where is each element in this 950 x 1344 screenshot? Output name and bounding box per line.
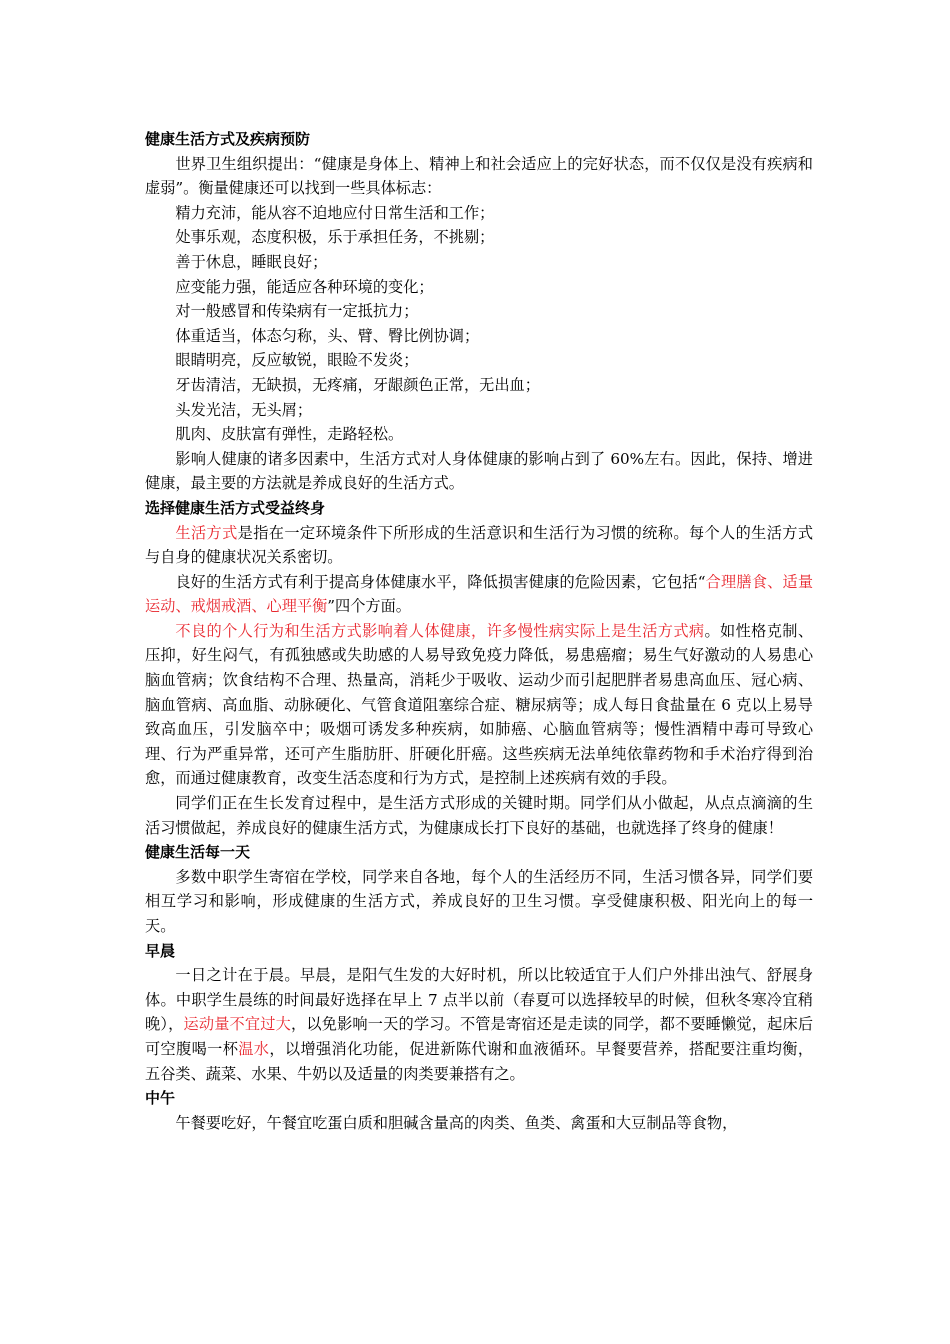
heading-every-day: 健康生活每一天 — [145, 843, 251, 862]
list-item: 善于休息，睡眠良好； — [175, 252, 328, 271]
paragraph-text: 一日之计在于晨。早晨，是阳气生发的大好时机，所以比较适宜于人们户外排出浊气、舒展身体。中职学生晨练的时间最好选择在早上 7 点半以前（春夏可以选择较早的时候，但秋冬寒冷宜稍晚）， — [145, 966, 813, 1034]
highlight-text: 合理膳食、适量运动、戒烟戒酒、心理平衡 — [145, 572, 814, 616]
heading-morning: 早晨 — [145, 941, 176, 960]
paragraph-text: ”四个方面。 — [327, 597, 411, 616]
health-signs-list — [145, 201, 813, 447]
list-item: 对一般感冒和传染病有一定抵抗力； — [175, 302, 419, 321]
highlight-text: 运动量不宜过大 — [183, 1015, 291, 1034]
daily-paragraph: 多数中职学生寄宿在学校，同学来自各地，每个人的生活经历不同，生活习惯各异，同学们要相互学习和影响，形成健康的生活方式，养成良好的卫生习惯。享受健康积极、阳光向上的每一天。 — [145, 867, 813, 935]
list-item: 体重适当，体态匀称，头、臂、臀比例协调； — [175, 326, 480, 345]
influence-paragraph: 影响人健康的诸多因素中，生活方式对人身体健康的影响占到了 60%左右。因此，保持、增进健康，最主要的方法就是养成良好的生活方式。 — [145, 449, 813, 493]
list-item: 应变能力强，能适应各种环境的变化； — [175, 277, 434, 296]
list-item: 精力充沛，能从容不迫地应付日常生活和工作； — [175, 203, 495, 222]
list-item: 牙齿清洁，无缺损，无疼痛，牙龈颜色正常，无出血； — [175, 375, 540, 394]
list-item: 头发光洁，无头屑； — [175, 400, 313, 419]
list-item: 肌肉、皮肤富有弹性，走路轻松。 — [175, 425, 404, 444]
heading-choose-lifestyle: 选择健康生活方式受益终身 — [145, 498, 326, 517]
definition-paragraph — [145, 521, 813, 570]
list-item: 处事乐观，态度积极，乐于承担任务，不挑剔； — [175, 228, 495, 247]
students-paragraph: 同学们正在生长发育过程中，是生活方式形成的关键时期。同学们从小做起，从点点滴滴的生活习惯做起，养成良好的健康生活方式，为健康成长打下良好的基础，也就选择了终身的健康！ — [145, 794, 813, 837]
morning-paragraph — [145, 963, 813, 1086]
paragraph-text: ，以增强消化功能，促进新陈代谢和血液循环。早餐要营养，搭配要注重均衡，五谷类、蔬菜、水果、牛奶以及适量的肉类要兼搭有之。 — [145, 1039, 814, 1083]
good-lifestyle-paragraph — [145, 570, 813, 619]
list-item: 眼睛明亮，反应敏锐，眼睑不发炎； — [175, 351, 419, 370]
highlight-text: 不良的个人行为和生活方式影响着人体健康，许多慢性病实际上是生活方式病 — [175, 621, 705, 640]
bad-lifestyle-paragraph — [145, 619, 813, 791]
paragraph-text: 是指在一定环境条件下所形成的生活意识和生活行为习惯的统称。每个人的生活方式与自身的健康状况关系密切。 — [145, 523, 814, 567]
document-page — [145, 127, 813, 1135]
paragraph-text: 良好的生活方式有利于提高身体健康水平，降低损害健康的危险因素，它包括“ — [175, 572, 706, 591]
highlight-text: 生活方式 — [175, 523, 238, 542]
paragraph-text: 。如性格克制、压抑，好生闷气，有孤独感或失助感的人易导致免疫力降低，易患癌瘤；易生气好激动的人易患心脑血管病；饮食结构不合理、热量高，消耗少于吸收、运动少而引起肥胖者易患高血压、冠心病、脑血管病、高血脂、动脉硬化、气管食道阻塞综合症、糖尿病等；成人每日食盐量在 6 克以上易导致高血压，引发脑卒中；吸烟可诱发多种疾病，如肺癌、心脑血管病等；慢性酒精中毒可导致心理、行为严重异常，还可产生脂肪肝、肝硬化肝癌。这些疾病无法单纯依靠药物和手术治疗得到治愈，而通过健康教育，改变生活态度和行为方式，是控制上述疾病有效的手段。 — [145, 621, 814, 788]
paragraph-text: ，以免影响一天的学习。不管是寄宿还是走读的同学，都不要睡懒觉，起床后可空腹喝一杯 — [145, 1015, 814, 1058]
heading-noon: 中午 — [145, 1089, 176, 1108]
highlight-text: 温水 — [238, 1039, 270, 1058]
heading-healthy-lifestyle: 健康生活方式及疾病预防 — [145, 130, 311, 148]
intro-paragraph: 世界卫生组织提出：“健康是身体上、精神上和社会适应上的完好状态，而不仅仅是没有疾病和虚弱”。衡量健康还可以找到一些具体标志： — [145, 154, 813, 198]
noon-paragraph: 午餐要吃好，午餐宜吃蛋白质和胆碱含量高的肉类、鱼类、禽蛋和大豆制品等食物， — [175, 1113, 738, 1132]
